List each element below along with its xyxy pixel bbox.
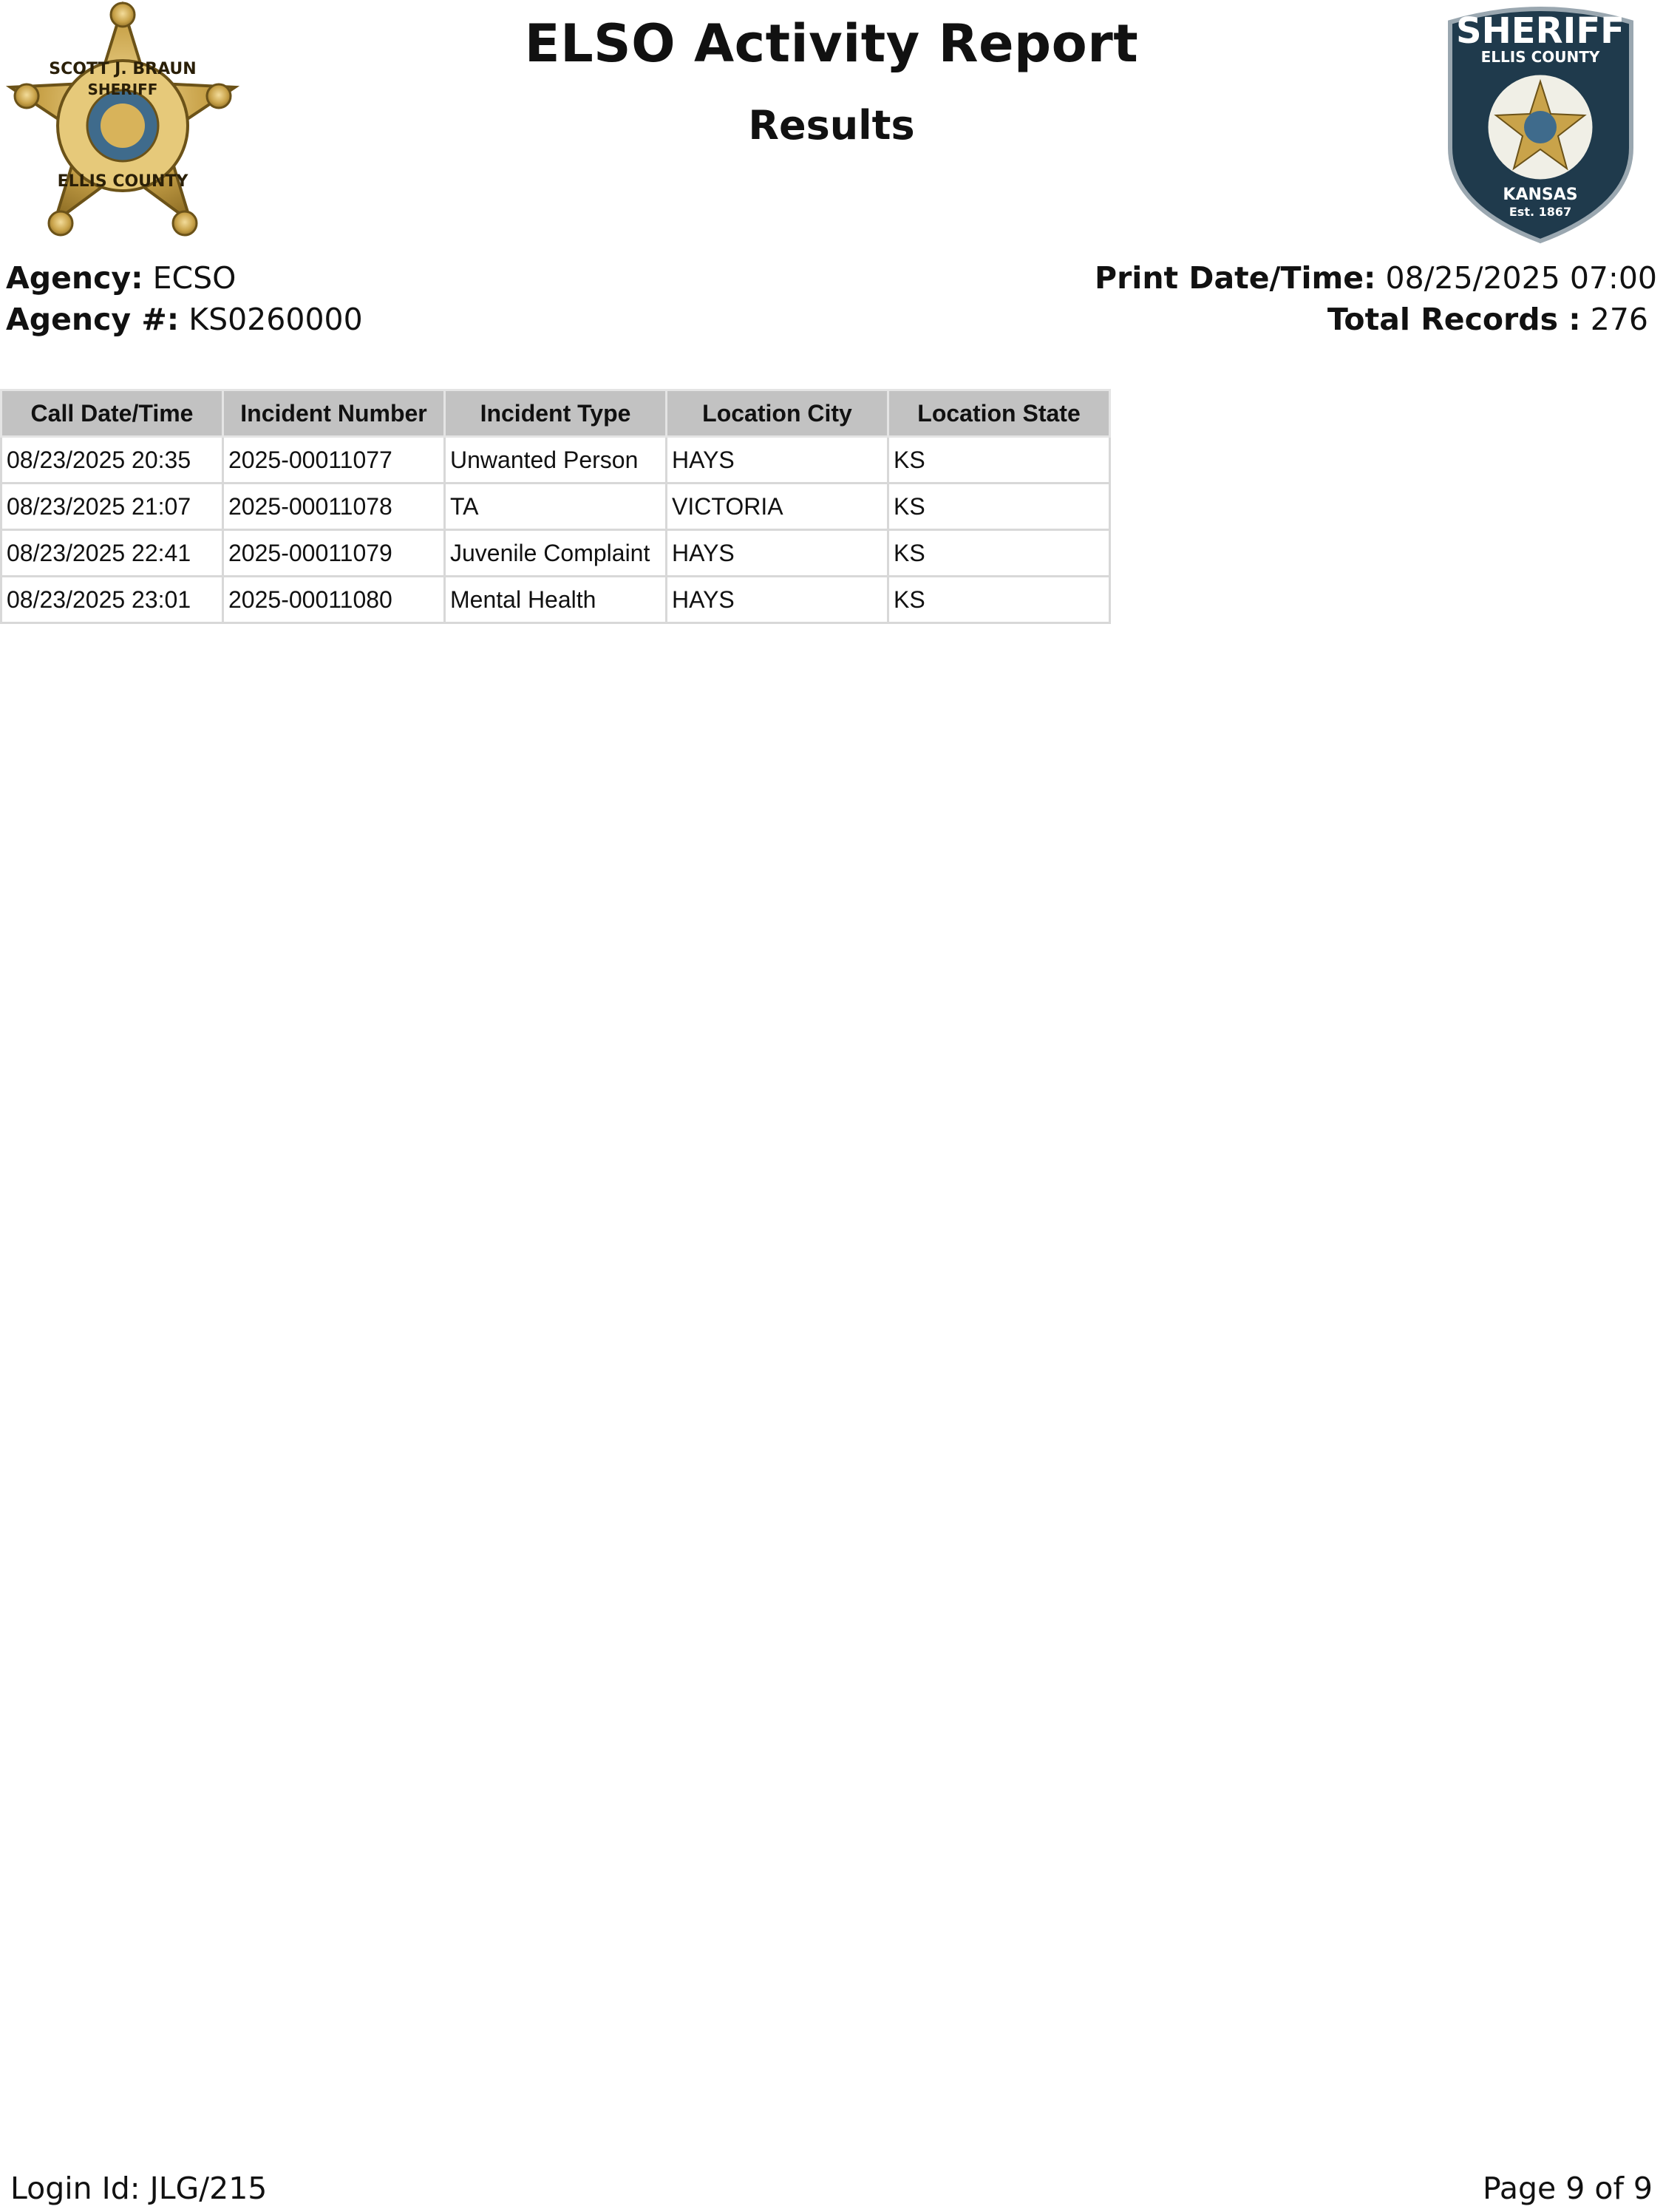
report-title: ELSO Activity Report: [524, 13, 1139, 74]
column-header: Incident Number: [223, 390, 445, 437]
print-datetime-label: Print Date/Time:: [1095, 260, 1376, 296]
results-table: [0, 389, 1111, 624]
patch-state-text: KANSAS: [1503, 186, 1578, 204]
table-row: [1, 484, 1110, 530]
print-datetime-line: [1095, 260, 1657, 296]
table-row: [1, 530, 1110, 577]
table-cell: HAYS: [667, 577, 888, 623]
table-cell: VICTORIA: [667, 484, 888, 530]
login-id: Login Id: JLG/215: [10, 2171, 268, 2206]
table-cell: KS: [888, 437, 1110, 484]
table-cell: HAYS: [667, 530, 888, 577]
agency-label: Agency:: [6, 260, 143, 296]
table-cell: 08/23/2025 22:41: [1, 530, 223, 577]
agency-number-line: [6, 302, 363, 337]
column-header: Location City: [667, 390, 888, 437]
table-cell: Unwanted Person: [445, 437, 667, 484]
patch-county-text: ELLIS COUNTY: [1480, 48, 1600, 66]
agency-number-value: KS0260000: [188, 302, 363, 337]
table-cell: 2025-00011077: [223, 437, 445, 484]
table-cell: TA: [445, 484, 667, 530]
table-cell: 08/23/2025 23:01: [1, 577, 223, 623]
total-records-value: 276: [1590, 302, 1648, 337]
table-cell: 2025-00011080: [223, 577, 445, 623]
table-cell: KS: [888, 484, 1110, 530]
patch-sheriff-text: SHERIFF: [1456, 10, 1625, 52]
agency-line: [6, 260, 236, 296]
table-header-row: [1, 390, 1110, 437]
badge-county-text: ELLIS COUNTY: [57, 172, 188, 191]
agency-value: ECSO: [152, 260, 237, 296]
page-number: Page 9 of 9: [1482, 2171, 1653, 2206]
table-cell: KS: [888, 577, 1110, 623]
column-header: Incident Type: [445, 390, 667, 437]
table-cell: 2025-00011078: [223, 484, 445, 530]
table-cell: HAYS: [667, 437, 888, 484]
table-row: [1, 577, 1110, 623]
table-cell: Mental Health: [445, 577, 667, 623]
table-row: [1, 437, 1110, 484]
agency-number-label: Agency #:: [6, 302, 180, 337]
column-header: Location State: [888, 390, 1110, 437]
total-records-label: Total Records :: [1327, 302, 1581, 337]
badge-name-text: SCOTT J. BRAUN: [49, 60, 197, 78]
report-subtitle: Results: [748, 102, 915, 149]
table-cell: 2025-00011079: [223, 530, 445, 577]
table-cell: 08/23/2025 21:07: [1, 484, 223, 530]
table-cell: KS: [888, 530, 1110, 577]
table-cell: 08/23/2025 20:35: [1, 437, 223, 484]
total-records-line: [1327, 302, 1648, 337]
column-header: Call Date/Time: [1, 390, 223, 437]
table-cell: Juvenile Complaint: [445, 530, 667, 577]
badge-sheriff-text: SHERIFF: [87, 81, 158, 98]
patch-est-text: Est. 1867: [1509, 205, 1572, 219]
print-datetime-value: 08/25/2025 07:00: [1385, 260, 1657, 296]
